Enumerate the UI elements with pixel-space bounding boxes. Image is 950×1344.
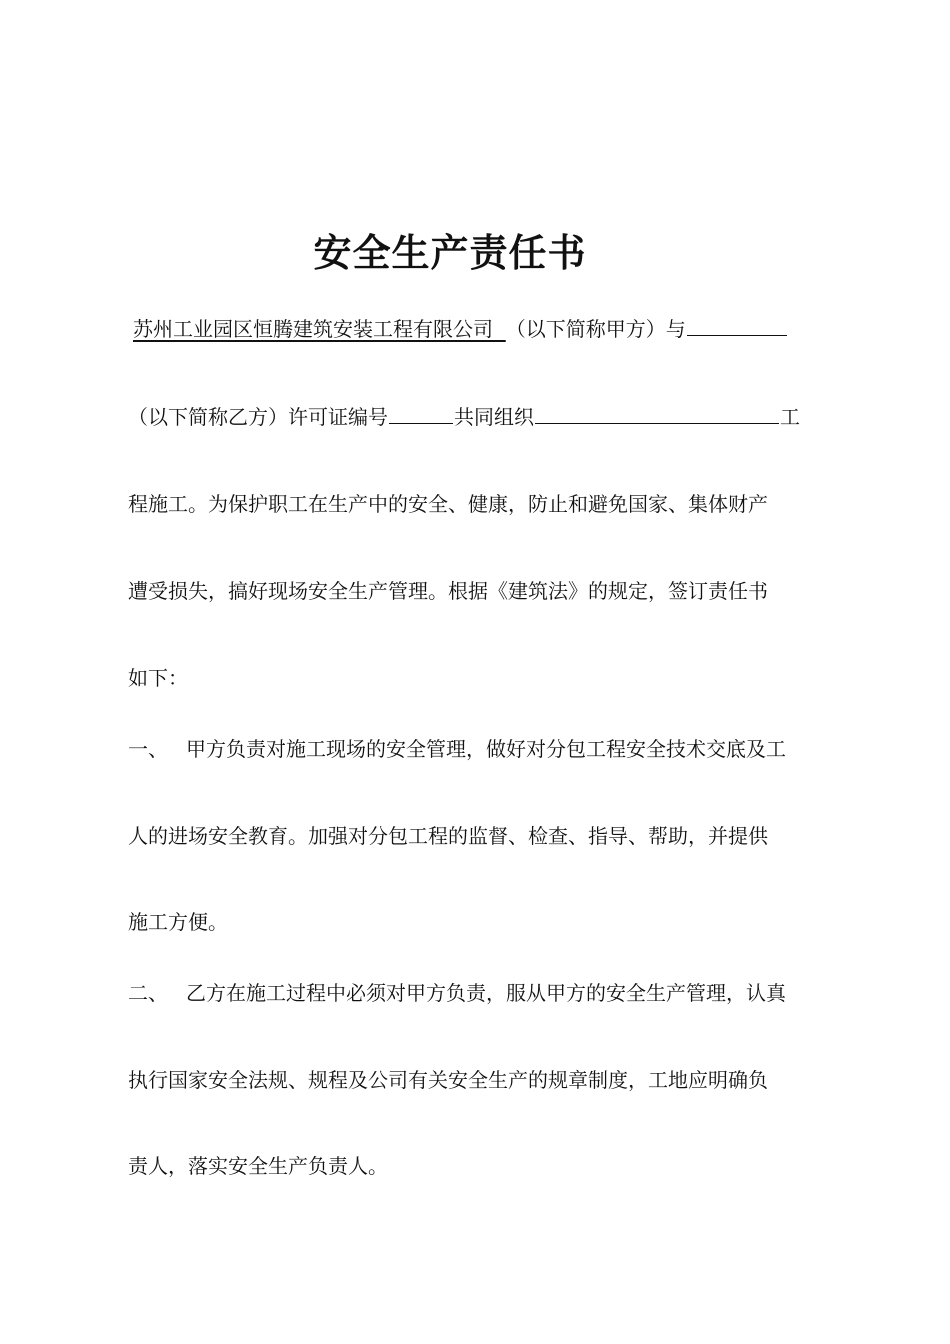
clause-2-line-1 <box>128 979 786 1007</box>
clause-1-number: 一、 <box>128 737 168 761</box>
license-number-blank <box>389 403 453 424</box>
party-a-name: 苏州工业园区恒腾建筑安装工程有限公司 <box>133 317 493 341</box>
clause-1-line-3: 施工方便。 <box>128 910 228 934</box>
intro-text-2b: 共同组织 <box>454 405 534 429</box>
intro-text-1: （以下简称甲方）与 <box>505 317 686 341</box>
clause-1-line-1 <box>128 735 786 763</box>
document-title: 安全生产责任书 <box>313 230 587 275</box>
intro-line-4: 遭受损失，搞好现场安全生产管理。根据《建筑法》的规定，签订责任书 <box>128 579 768 603</box>
clause-2-number: 二、 <box>128 981 168 1005</box>
clause-2-text-1: 乙方在施工过程中必须对甲方负责，服从甲方的安全生产管理，认真 <box>186 981 786 1005</box>
party-b-blank <box>687 315 787 336</box>
intro-line-1 <box>133 315 788 343</box>
project-name-blank <box>535 403 779 424</box>
intro-text-2c: 工 <box>780 405 800 429</box>
clause-1-text-1: 甲方负责对施工现场的安全管理，做好对分包工程安全技术交底及工 <box>186 737 786 761</box>
clause-1-line-2: 人的进场安全教育。加强对分包工程的监督、检查、指导、帮助，并提供 <box>128 824 768 848</box>
intro-text-2a: （以下简称乙方）许可证编号 <box>128 405 388 429</box>
intro-line-5: 如下： <box>128 666 188 690</box>
clause-2-line-2: 执行国家安全法规、规程及公司有关安全生产的规章制度，工地应明确负 <box>128 1068 768 1092</box>
intro-line-3: 程施工。为保护职工在生产中的安全、健康，防止和避免国家、集体财产 <box>128 492 768 516</box>
clause-2-line-3: 责人，落实安全生产负责人。 <box>128 1154 388 1178</box>
intro-line-2 <box>128 403 800 431</box>
